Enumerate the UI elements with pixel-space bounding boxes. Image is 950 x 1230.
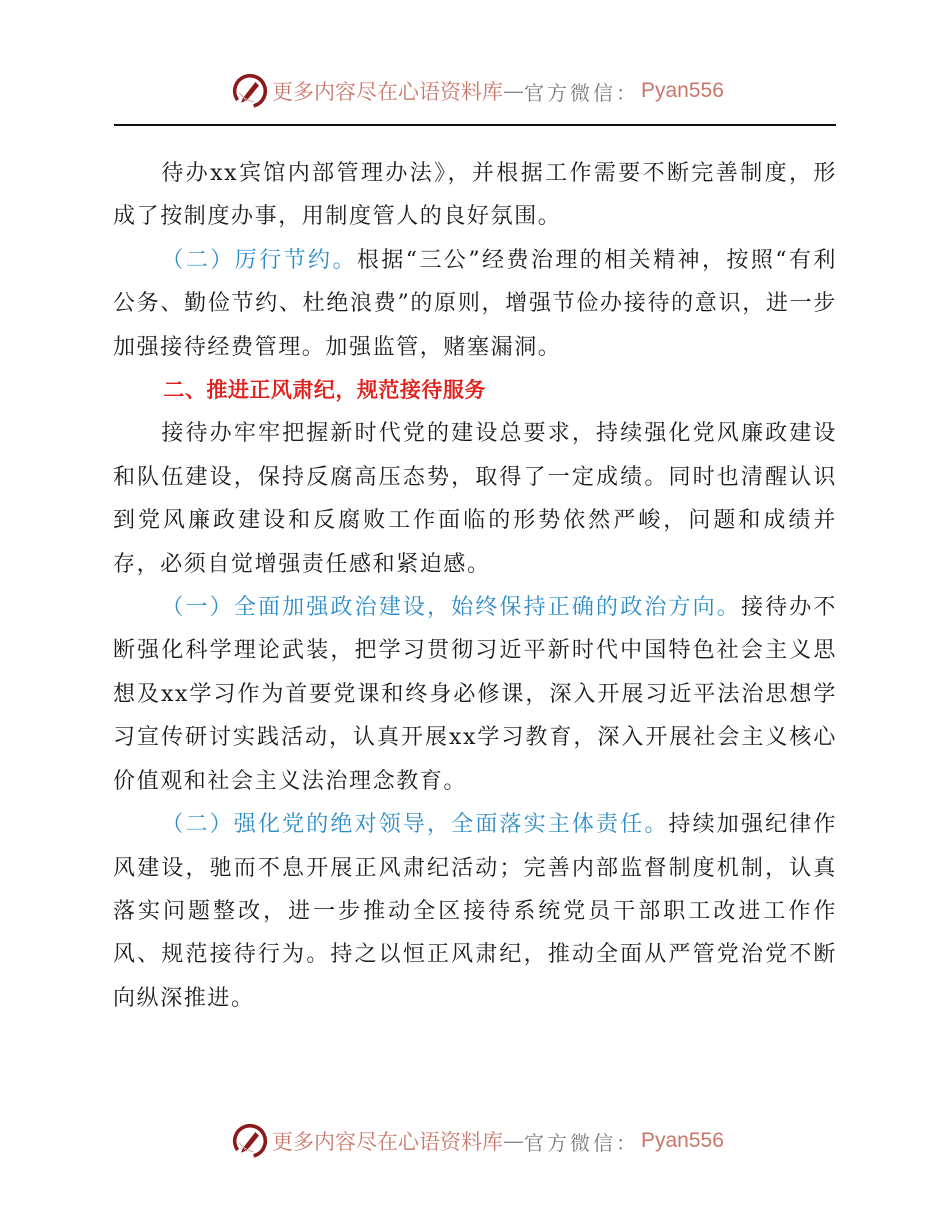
paragraph-political-construction [113, 586, 837, 803]
subheading-party-leadership: （二）强化党的绝对领导，全面落实主体责任。 [161, 812, 669, 838]
watermark-wechat-label: 官方微信： [524, 80, 639, 105]
header-divider [114, 124, 836, 126]
watermark-main-text: 更多内容尽在心语资料库 [272, 1130, 503, 1154]
subheading-frugality: （二）厉行节约。 [161, 247, 357, 273]
quill-pen-logo-icon [232, 1123, 268, 1159]
paragraph-party-leadership [113, 803, 837, 1020]
paragraph-text: 根据“三公”经费治理的相关精神，按照“有利公务、勤俭节约、杜绝浪费”的原则，增强节俭办接待的意识，进一步加强接待经费管理。加强监管，赌塞漏洞。 [113, 247, 838, 360]
watermark-wechat-label: 官方微信： [524, 1130, 639, 1155]
paragraph-text: 持续加强纪律作风建设，驰而不息开展正风肃纪活动；完善内部监督制度机制，认真落实问题整改，进一步推动全区接待系统党员干部职工改进工作作风、规范接待行为。持之以恒正风肃纪，推动全面从严管党治党不断向纵深推进。 [113, 812, 838, 1011]
section-heading-discipline: 二、推进正风肃纪，规范接待服务 [163, 378, 486, 403]
watermark-main-text: 更多内容尽在心语资料库 [272, 80, 503, 104]
paragraph-frugality [113, 239, 837, 369]
paragraph-text: 待办xx宾馆内部管理办法》，并根据工作需要不断完善制度，形成了按制度办事，用制度管人的良好氛围。 [113, 161, 837, 230]
paragraph-text: 接待办牢牢把握新时代党的建设总要求，持续强化党风廉政建设和队伍建设，保持反腐高压态势，取得了一定成绩。同时也清醒认识到党风廉政建设和反腐败工作面临的形势依然严峻，问题和成绩并存，必须自觉增强责任感和紧迫感。 [113, 421, 837, 577]
subheading-political-construction: （一）全面加强政治建设，始终保持正确的政治方向。 [161, 595, 741, 621]
footer-watermark [232, 1120, 724, 1162]
quill-pen-logo-icon [232, 73, 268, 109]
watermark-wechat-id: Pyan556 [641, 79, 724, 102]
document-body [113, 152, 837, 1020]
watermark-separator: — [503, 1129, 524, 1153]
watermark-wechat-id: Pyan556 [641, 1129, 724, 1152]
paragraph-system-management [113, 152, 837, 239]
watermark-separator: — [503, 79, 524, 103]
paragraph-text: 接待办不断强化科学理论武装，把学习贯彻习近平新时代中国特色社会主义思想及xx学习作为首要党课和终身必修课，深入开展习近平法治思想学习宣传研讨实践活动，认真开展xx学习教育，深入开展社会主义核心价值观和社会主义法治理念教育。 [113, 595, 837, 794]
header-watermark [232, 70, 724, 112]
paragraph-party-building [113, 412, 837, 586]
